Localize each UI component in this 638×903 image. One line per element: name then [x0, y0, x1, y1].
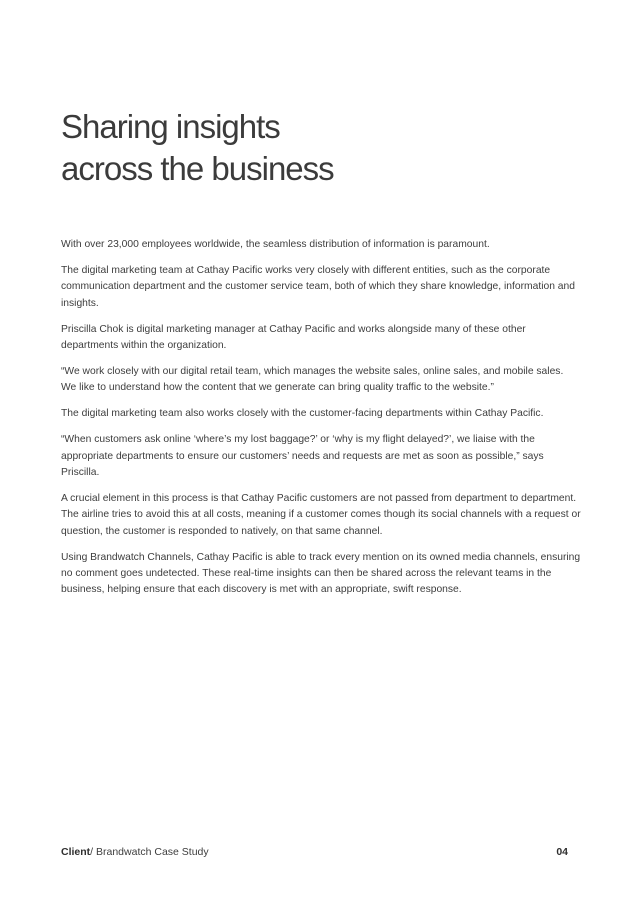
- footer-label: [61, 845, 209, 859]
- footer-client-label: Client: [61, 846, 91, 858]
- paragraph-crucial-element: A crucial element in this process is that Cathay Pacific customers are not passed from department to department. The airline tries to avoid this at all costs, meaning if a customer comes though its social channels with a request or question, the customer is responded to natively, on that same channel.: [61, 492, 581, 537]
- paragraph-employees: With over 23,000 employees worldwide, the seamless distribution of information is paramount.: [61, 239, 490, 250]
- paragraph-retail-quote: “We work closely with our digital retail team, which manages the website sales, online sales, and mobile sales. We like to understand how the content that we generate can bring quality traffic to the website.”: [61, 365, 564, 394]
- paragraph-priscilla-chok: Priscilla Chok is digital marketing manager at Cathay Pacific and works alongside many of these other departments within the organization.: [61, 323, 526, 352]
- paragraph-brandwatch-channels: Using Brandwatch Channels, Cathay Pacific is able to track every mention on its owned media channels, ensuring no comment goes undetected. These real-time insights can then be shared across the relevant teams in the business, helping ensure that each discovery is met with an appropriate, swift response.: [61, 551, 581, 596]
- page-title-line-2: across the business: [61, 150, 334, 187]
- footer-case-study-label: / Brandwatch Case Study: [90, 846, 209, 858]
- paragraph-digital-marketing-team: The digital marketing team at Cathay Pacific works very closely with different entities, such as the corporate communication department and the customer service team, both of which they share knowledge, information and insights.: [61, 264, 575, 309]
- paragraph-customer-facing: The digital marketing team also works closely with the customer-facing departments within Cathay Pacific.: [61, 408, 544, 420]
- page-title: [61, 106, 581, 190]
- body-text: [61, 237, 581, 608]
- page-number: 04: [556, 846, 568, 858]
- page-title-line-1: Sharing insights: [61, 108, 280, 145]
- paragraph-baggage-quote: “When customers ask online ‘where’s my lost baggage?’ or ‘why is my flight delayed?’, we liaise with the appropriate departments to ensure our customers’ needs and requests are met as soon as possible,” says Priscilla.: [61, 434, 544, 478]
